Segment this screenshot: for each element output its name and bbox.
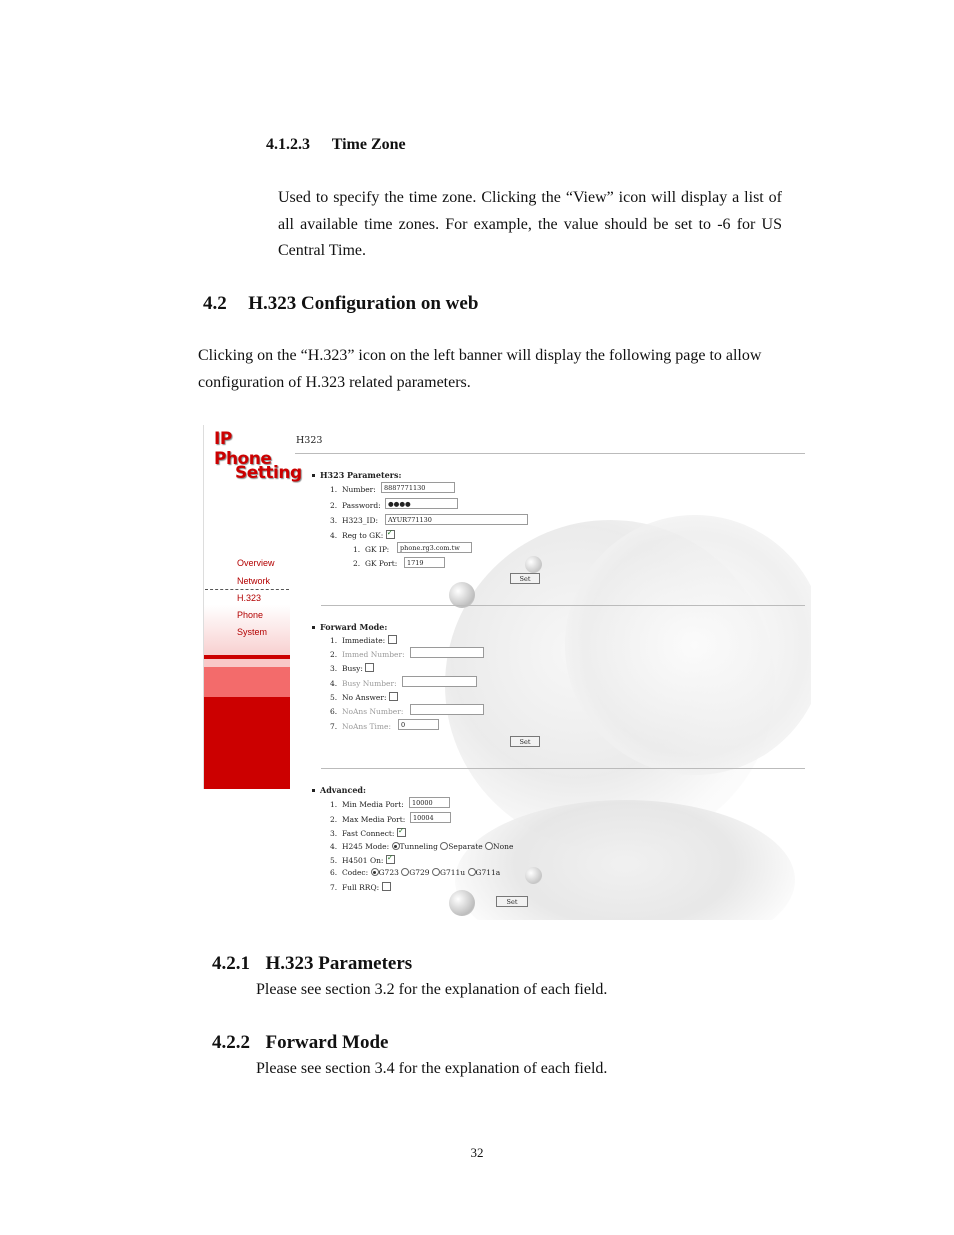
time-zone-paragraph: Used to specify the time zone. Clicking the “View” icon will display a list of all available time zones. For example, the value should be set to -6 for US Central Time. [278,189,782,259]
section-rule [321,768,805,769]
min-media-port-input[interactable]: 10000 [409,797,450,808]
h323-id-label: 3. H323_ID: [330,516,379,525]
heading-4-2 [203,293,478,315]
heading-4-2-2 [212,1032,388,1054]
heading-number: 4.2 [203,293,227,314]
no-answer-checkbox[interactable] [389,692,398,701]
heading-number: 4.2.2 [212,1032,250,1053]
full-rrq-checkbox[interactable] [382,882,391,891]
gk-ip-label: 1. GK IP: [353,545,390,554]
h323-id-input[interactable]: AYUR771130 [385,514,528,525]
nav-system[interactable]: System [237,627,268,637]
background-swirl [565,515,811,775]
heading-title: H.323 Configuration on web [248,293,479,314]
number-label: 1. Number: [330,485,376,494]
h4501-checkbox[interactable] [386,855,395,864]
bullet [312,474,315,477]
gk-port-label: 2. GK Port: [353,559,398,568]
heading-4-1-2-3 [266,136,406,154]
password-input[interactable]: ●●●● [385,498,458,509]
heading-title: Time Zone [331,136,406,153]
reg-to-gk-checkbox[interactable] [386,530,395,539]
gk-ip-input[interactable]: phone.rg3.com.tw [397,542,472,553]
noans-time-label: 7. NoAns Time: [330,722,391,731]
decorative-sphere [525,556,542,573]
nav-red-block [203,697,290,789]
sidebar-edge [203,425,204,789]
content-area [295,425,811,920]
bullet [312,789,315,792]
busy-number-label: 4. Busy Number: [330,679,397,688]
fast-connect-label: 3. Fast Connect: ✓ [330,828,406,839]
min-media-port-label: 1. Min Media Port: [330,800,404,809]
advanced-heading: Advanced: [320,785,366,795]
decorative-sphere [525,867,542,884]
forward-set-button[interactable]: Set [510,736,540,747]
advanced-set-button[interactable]: Set [496,896,528,907]
heading-number: 4.1.2.3 [266,136,310,153]
h323-parameters-note: Please see section 3.2 for the explanation of each field. [256,981,608,998]
decorative-sphere [449,890,475,916]
h323-parameters-heading: H323 Parameters: [320,470,402,480]
nav-h323[interactable]: H.323 [237,593,262,603]
password-label: 2. Password: [330,501,381,510]
section-rule [321,605,805,606]
noans-time-input[interactable]: 0 [398,719,439,730]
full-rrq-label: 7. Full RRQ: [330,882,391,893]
nav-overview[interactable]: Overview [237,558,275,568]
fast-connect-checkbox[interactable] [397,828,406,837]
left-banner [203,425,302,789]
busy-label: 3. Busy: [330,663,374,674]
h323-set-button[interactable]: Set [510,573,540,584]
immediate-checkbox[interactable] [388,635,397,644]
logo-ip-phone: IP Phone [214,429,272,469]
immed-number-label: 2. Immed Number: [330,650,405,659]
logo-setting: Setting [235,463,302,483]
h4501-on-label: 5. H4501 On: ✓ [330,855,395,866]
heading-title: Forward Mode [265,1032,389,1053]
number-input[interactable]: 8887771130 [381,482,455,493]
noans-number-label: 6. NoAns Number: [330,707,404,716]
max-media-port-label: 2. Max Media Port: [330,815,406,824]
codec-g723-radio[interactable] [371,868,379,876]
codec-g711a-radio[interactable] [468,868,476,876]
gk-port-input[interactable]: 1719 [404,557,445,568]
web-config-screenshot [203,425,811,920]
max-media-port-input[interactable]: 10004 [410,812,451,823]
forward-mode-note: Please see section 3.4 for the explanation of each field. [256,1060,608,1077]
immediate-label: 1. Immediate: [330,635,397,646]
nav-network[interactable]: Network [237,576,271,586]
immed-number-input[interactable] [410,647,484,658]
content-title: H323 [296,435,323,446]
busy-number-input[interactable] [402,676,477,687]
no-answer-label: 5. No Answer: [330,692,398,703]
h245-mode-row: 4. H245 Mode: Tunneling Separate None [330,842,514,851]
codec-row: 6. Codec: G723 G729 G711u G711a [330,868,501,877]
noans-number-input[interactable] [410,704,484,715]
heading-number: 4.2.1 [212,953,250,974]
reg-to-gk-label: 4. Reg to GK: ✓ [330,530,395,541]
title-rule [295,453,805,454]
nav-phone[interactable]: Phone [237,610,264,620]
h245-tunneling-radio[interactable] [392,842,400,850]
page-number: 32 [470,1145,484,1160]
busy-checkbox[interactable] [365,663,374,672]
forward-mode-heading: Forward Mode: [320,622,388,632]
heading-title: H.323 Parameters [265,953,413,974]
h245-none-radio[interactable] [485,842,493,850]
nav-divider [205,589,289,590]
codec-g711u-radio[interactable] [432,868,440,876]
bullet [312,626,315,629]
nav-pink-band [203,667,290,697]
nav-light-band [203,659,290,667]
h323-intro-paragraph: Clicking on the “H.323” icon on the left banner will display the following page to allow configuration of H.323 related parameters. [198,347,762,391]
heading-4-2-1 [212,953,412,975]
